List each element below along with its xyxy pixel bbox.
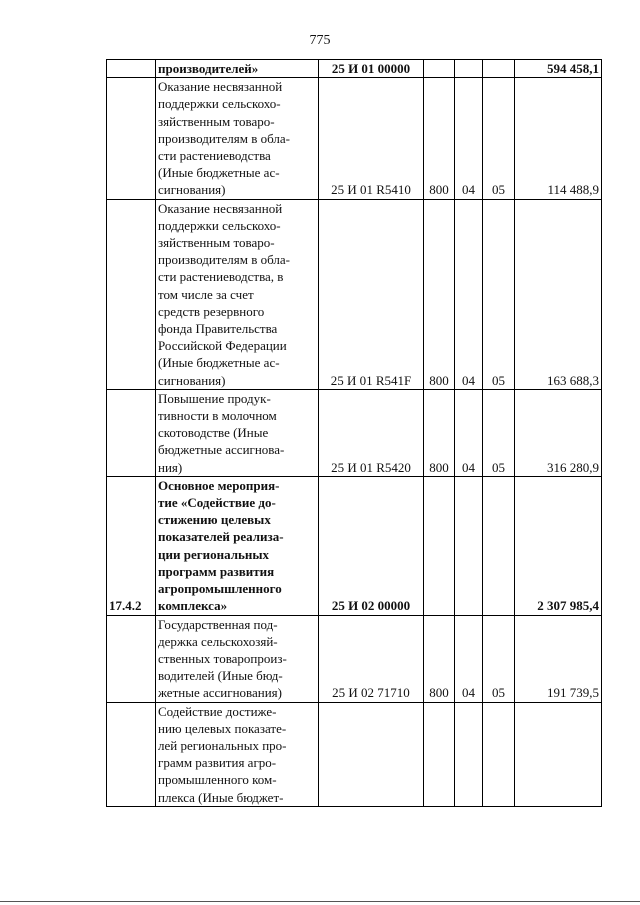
row-section (455, 60, 483, 78)
page-number: 775 (309, 33, 331, 48)
row-name-text: Оказание несвязанной поддержки сельскохо- зяйственным товаро- производителям в обла- сти растениеводства, в том числе за счет средств резервного фонда Правительства Российской Федерации (Иные бюджетные ас- сигнования) (158, 200, 290, 388)
row-subsection (483, 702, 515, 806)
row-section: 04 (455, 199, 483, 389)
row-number (107, 615, 156, 702)
table-row (107, 78, 602, 199)
table-row (107, 60, 602, 78)
row-name (156, 60, 319, 78)
row-target-article: 25 И 01 00000 (319, 60, 424, 78)
row-number (107, 389, 156, 476)
row-name-text: Повышение продук- тивности в молочном скотоводстве (Иные бюджетные ассигнова- ния) (158, 390, 285, 475)
row-number (107, 702, 156, 806)
row-name-text: производителей» (158, 61, 259, 76)
row-target-article: 25 И 02 71710 (319, 615, 424, 702)
row-amount: 2 307 985,4 (515, 476, 602, 615)
row-subsection (483, 60, 515, 78)
row-section (455, 476, 483, 615)
row-number (107, 78, 156, 199)
row-expense-type (424, 60, 455, 78)
row-section: 04 (455, 78, 483, 199)
row-section: 04 (455, 615, 483, 702)
row-subsection: 05 (483, 615, 515, 702)
row-name (156, 389, 319, 476)
row-amount: 163 688,3 (515, 199, 602, 389)
row-name (156, 476, 319, 615)
row-amount: 316 280,9 (515, 389, 602, 476)
row-name-text: Основное мероприя- тие «Содействие до- стижению целевых показателей реализа- ции региональных программ развития агропромышленного комплекса» (158, 477, 284, 614)
row-target-article: 25 И 01 R5420 (319, 389, 424, 476)
page-bottom-edge (0, 901, 640, 902)
row-name (156, 702, 319, 806)
row-expense-type: 800 (424, 78, 455, 199)
row-expense-type (424, 702, 455, 806)
row-target-article (319, 702, 424, 806)
table-row (107, 702, 602, 806)
row-name (156, 615, 319, 702)
row-number (107, 60, 156, 78)
row-expense-type: 800 (424, 199, 455, 389)
row-name-text: Содействие достиже- нию целевых показате- лей региональных про- грамм развития агро- промышленного ком- плекса (Иные бюджет- (158, 703, 287, 805)
row-subsection: 05 (483, 78, 515, 199)
row-expense-type: 800 (424, 615, 455, 702)
budget-table (106, 59, 602, 807)
table-row (107, 615, 602, 702)
row-target-article: 25 И 01 R5410 (319, 78, 424, 199)
row-number (107, 199, 156, 389)
row-subsection: 05 (483, 389, 515, 476)
row-target-article: 25 И 02 00000 (319, 476, 424, 615)
table-row (107, 389, 602, 476)
row-expense-type: 800 (424, 389, 455, 476)
row-subsection: 05 (483, 199, 515, 389)
row-amount: 191 739,5 (515, 615, 602, 702)
row-name (156, 78, 319, 199)
row-name (156, 199, 319, 389)
row-name-text: Оказание несвязанной поддержки сельскохо- зяйственным товаро- производителям в обла- сти растениеводства (Иные бюджетные ас- сигнования) (158, 79, 290, 198)
row-amount: 594 458,1 (515, 60, 602, 78)
row-section: 04 (455, 389, 483, 476)
table-row (107, 476, 602, 615)
row-name-text: Государственная под- держка сельскохозяй- ственных товаропроиз- водителей (Иные бюд- жетные ассигнования) (158, 616, 287, 701)
row-amount: 114 488,9 (515, 78, 602, 199)
row-subsection (483, 476, 515, 615)
row-expense-type (424, 476, 455, 615)
row-section (455, 702, 483, 806)
row-target-article: 25 И 01 R541F (319, 199, 424, 389)
row-amount (515, 702, 602, 806)
row-number: 17.4.2 (107, 476, 156, 615)
table-row (107, 199, 602, 389)
